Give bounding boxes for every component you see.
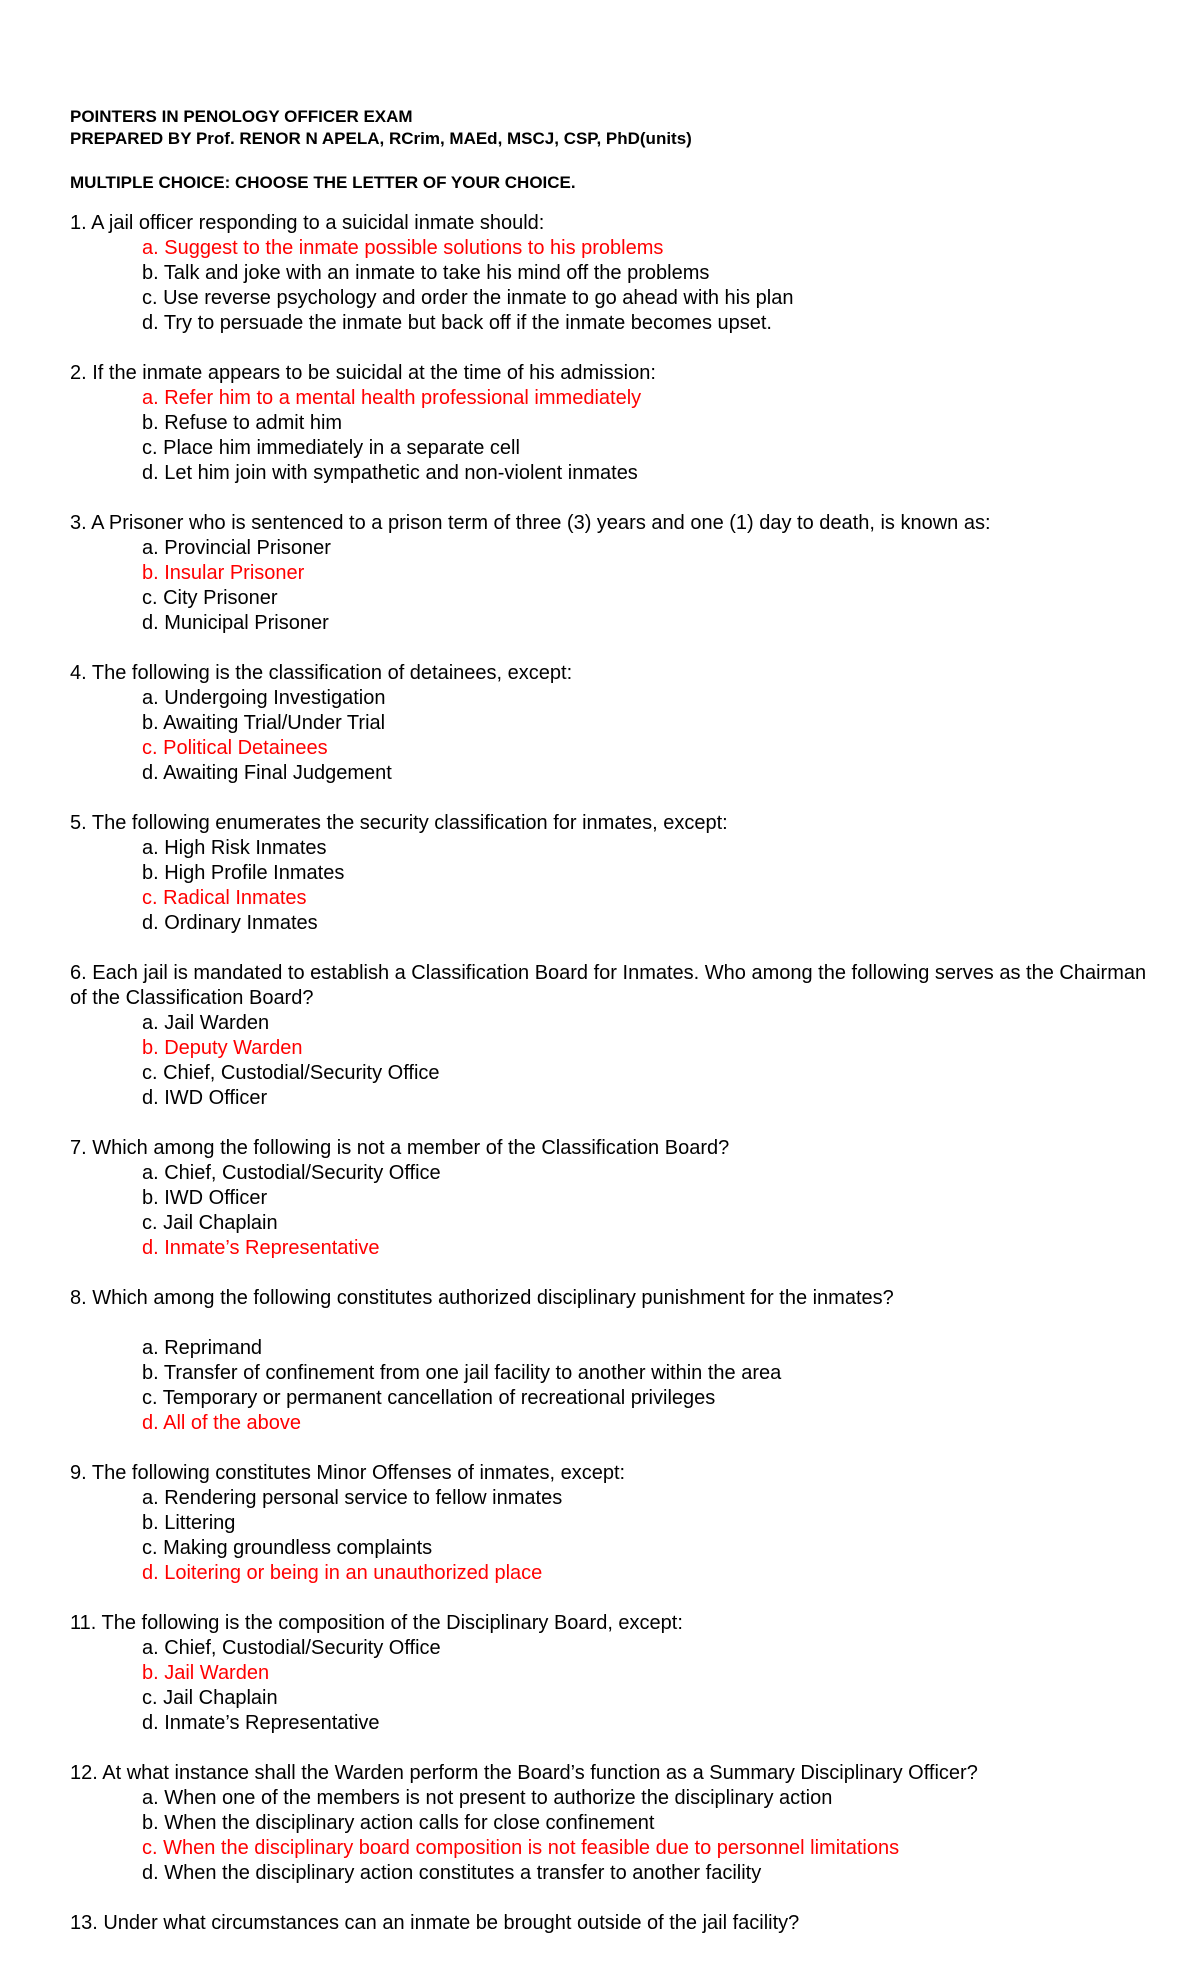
choice-option: a. Provincial Prisoner: [142, 537, 331, 559]
choice-option: d. Municipal Prisoner: [142, 612, 329, 634]
choice-option: d. IWD Officer: [142, 1087, 268, 1109]
answer-choice: a. Refer him to a mental health professional immediately: [142, 387, 642, 409]
question-item: [70, 661, 1200, 786]
question-item: [70, 811, 1200, 936]
choice-option: d. Ordinary Inmates: [142, 912, 318, 934]
choice-option: a. Chief, Custodial/Security Office: [142, 1162, 441, 1184]
question-item: [70, 961, 1200, 1111]
answer-choice: d. Loitering or being in an unauthorized place: [142, 1562, 543, 1584]
choice-option: a. Undergoing Investigation: [142, 687, 386, 709]
choice-option: a. Reprimand: [142, 1337, 263, 1359]
choice-list: [70, 536, 1200, 636]
question-stem: 11. The following is the composition of the Disciplinary Board, except:: [70, 1612, 683, 1634]
choice-option: c. City Prisoner: [142, 587, 278, 609]
choice-option: b. Talk and joke with an inmate to take his mind off the problems: [142, 262, 710, 284]
answer-choice: b. Insular Prisoner: [142, 562, 305, 584]
question-stem: 9. The following constitutes Minor Offenses of inmates, except:: [70, 1462, 626, 1484]
choice-option: c. Temporary or permanent cancellation of recreational privileges: [142, 1387, 716, 1409]
question-item: [70, 1911, 1200, 1936]
choice-list: [70, 1486, 1200, 1586]
question-item: [70, 361, 1200, 486]
answer-choice: b. Jail Warden: [142, 1662, 270, 1684]
question-stem: 13. Under what circumstances can an inmate be brought outside of the jail facility?: [70, 1912, 800, 1934]
choice-option: d. Awaiting Final Judgement: [142, 762, 392, 784]
choice-option: b. High Profile Inmates: [142, 862, 345, 884]
answer-choice: c. Political Detainees: [142, 737, 328, 759]
question-item: [70, 211, 1200, 336]
choice-option: c. Use reverse psychology and order the inmate to go ahead with his plan: [142, 287, 794, 309]
choice-option: a. Jail Warden: [142, 1012, 270, 1034]
prepared-by-line: PREPARED BY Prof. RENOR N APELA, RCrim, MAEd, MSCJ, CSP, PhD(units): [70, 129, 692, 148]
choice-option: b. Refuse to admit him: [142, 412, 343, 434]
answer-choice: b. Deputy Warden: [142, 1037, 303, 1059]
choice-option: b. Littering: [142, 1512, 236, 1534]
answer-choice: d. Inmate’s Representative: [142, 1237, 380, 1259]
question-stem: 2. If the inmate appears to be suicidal at the time of his admission:: [70, 362, 656, 384]
choice-list: [70, 1161, 1200, 1261]
choice-list: [70, 1011, 1200, 1111]
answer-choice: c. Radical Inmates: [142, 887, 307, 909]
question-item: [70, 1761, 1200, 1886]
choice-option: a. Chief, Custodial/Security Office: [142, 1637, 441, 1659]
choice-option: a. Rendering personal service to fellow inmates: [142, 1487, 563, 1509]
question-item: [70, 1136, 1200, 1261]
choice-list: [70, 686, 1200, 786]
question-stem: 12. At what instance shall the Warden perform the Board’s function as a Summary Disciplinary Officer?: [70, 1762, 978, 1784]
question-stem: 4. The following is the classification of detainees, except:: [70, 662, 573, 684]
choice-option: c. Making groundless complaints: [142, 1537, 433, 1559]
choice-option: c. Jail Chaplain: [142, 1687, 278, 1709]
question-stem: 3. A Prisoner who is sentenced to a prison term of three (3) years and one (1) day to death, is known as:: [70, 512, 991, 534]
question-list: [70, 211, 1200, 1936]
question-stem: 1. A jail officer responding to a suicidal inmate should:: [70, 212, 545, 234]
question-item: [70, 511, 1200, 636]
answer-choice: d. All of the above: [142, 1412, 302, 1434]
question-stem: 6. Each jail is mandated to establish a Classification Board for Inmates. Who among the following serves as the Chairman of the Classification Board?: [70, 962, 1147, 1009]
question-stem: 7. Which among the following is not a member of the Classification Board?: [70, 1137, 730, 1159]
instructions: MULTIPLE CHOICE: CHOOSE THE LETTER OF YOUR CHOICE.: [70, 173, 576, 192]
choice-option: a. High Risk Inmates: [142, 837, 327, 859]
choice-option: a. When one of the members is not present to authorize the disciplinary action: [142, 1787, 833, 1809]
question-item: [70, 1286, 1200, 1436]
choice-option: b. Awaiting Trial/Under Trial: [142, 712, 386, 734]
choice-option: d. Inmate’s Representative: [142, 1712, 380, 1734]
question-item: [70, 1611, 1200, 1736]
choice-option: c. Jail Chaplain: [142, 1212, 278, 1234]
choice-list: [70, 1786, 1200, 1886]
choice-list: [70, 236, 1200, 336]
document-title: POINTERS IN PENOLOGY OFFICER EXAM: [70, 107, 413, 126]
question-stem: 8. Which among the following constitutes authorized disciplinary punishment for the inmates?: [70, 1287, 894, 1309]
choice-list: [70, 836, 1200, 936]
choice-option: c. Place him immediately in a separate cell: [142, 437, 520, 459]
choice-list: [70, 1336, 1200, 1436]
choice-option: d. When the disciplinary action constitutes a transfer to another facility: [142, 1862, 762, 1884]
question-stem: 5. The following enumerates the security classification for inmates, except:: [70, 812, 728, 834]
choice-option: b. Transfer of confinement from one jail facility to another within the area: [142, 1362, 782, 1384]
choice-option: d. Let him join with sympathetic and non-violent inmates: [142, 462, 638, 484]
choice-option: c. Chief, Custodial/Security Office: [142, 1062, 440, 1084]
choice-option: d. Try to persuade the inmate but back off if the inmate becomes upset.: [142, 312, 772, 334]
choice-option: b. IWD Officer: [142, 1187, 268, 1209]
choice-option: b. When the disciplinary action calls for close confinement: [142, 1812, 655, 1834]
answer-choice: a. Suggest to the inmate possible solutions to his problems: [142, 237, 664, 259]
answer-choice: c. When the disciplinary board composition is not feasible due to personnel limitations: [142, 1837, 900, 1859]
choice-list: [70, 1636, 1200, 1736]
choice-list: [70, 386, 1200, 486]
question-item: [70, 1461, 1200, 1586]
